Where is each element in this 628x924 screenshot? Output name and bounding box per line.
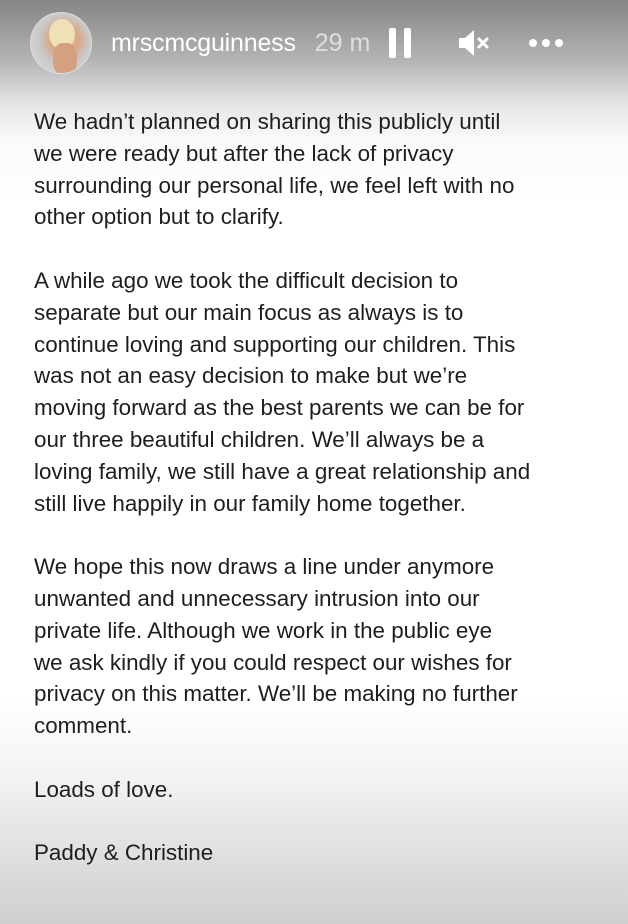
text-line: separate but our main focus as always is to: [34, 299, 464, 325]
text-line: comment.: [34, 713, 133, 739]
text-line: Loads of love.: [34, 776, 174, 802]
paragraph: [34, 774, 624, 806]
text-line: privacy on this matter. We’ll be making no further: [34, 681, 518, 707]
more-icon[interactable]: [529, 39, 563, 47]
paragraph: [34, 265, 624, 519]
text-line: surrounding our personal life, we feel left with no: [34, 172, 515, 198]
text-line: Paddy & Christine: [34, 840, 214, 866]
pause-icon[interactable]: [389, 28, 411, 58]
story-header: [30, 12, 628, 74]
text-line: unwanted and unnecessary intrusion into our: [34, 585, 480, 611]
text-line: we ask kindly if you could respect our wishes for: [34, 649, 512, 675]
speaker-muted-icon[interactable]: [457, 28, 493, 58]
text-line: loving family, we still have a great relationship and: [34, 458, 531, 484]
text-line: We hadn’t planned on sharing this publicly until: [34, 109, 501, 134]
text-line: still live happily in our family home together.: [34, 490, 466, 516]
text-line: continue loving and supporting our children. This: [34, 331, 516, 357]
text-line: other option but to clarify.: [34, 204, 284, 230]
username[interactable]: mrscmcguinness: [111, 28, 296, 57]
paragraph: [34, 837, 624, 869]
paragraph: [34, 551, 624, 742]
text-line: A while ago we took the difficult decision to: [34, 267, 459, 293]
avatar[interactable]: [30, 12, 92, 74]
paragraph: [34, 106, 624, 233]
text-line: we were ready but after the lack of privacy: [34, 140, 454, 166]
text-line: our three beautiful children. We’ll always be a: [34, 426, 485, 452]
timestamp: 29 m: [314, 28, 371, 57]
text-line: was not an easy decision to make but we’re: [34, 363, 468, 389]
story-text: [34, 106, 624, 901]
text-line: moving forward as the best parents we can be for: [34, 395, 525, 421]
text-line: private life. Although we work in the public eye: [34, 617, 493, 643]
text-line: We hope this now draws a line under anymore: [34, 554, 495, 580]
